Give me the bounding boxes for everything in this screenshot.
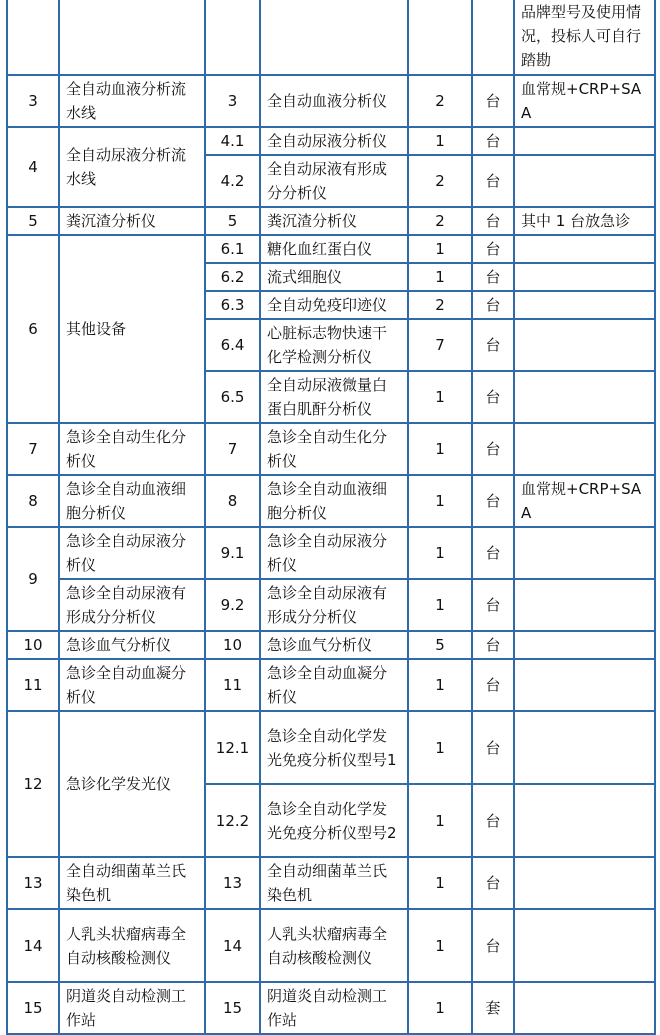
quantity: 1 [408, 475, 472, 527]
unit: 套 [472, 982, 514, 1034]
item-name: 急诊全自动尿液分析仪 [260, 527, 408, 579]
sub-number: 8 [205, 475, 260, 527]
system-name: 急诊全自动尿液有形成分分析仪 [59, 579, 205, 631]
item-name: 急诊全自动化学发光免疫分析仪型号1 [260, 711, 408, 784]
item-name: 阴道炎自动检测工作站 [260, 982, 408, 1034]
note [514, 711, 655, 784]
system-name: 全自动血液分析流水线 [59, 75, 205, 127]
table-row [7, 207, 655, 235]
cell-empty [59, 0, 205, 75]
table-row [7, 711, 655, 784]
system-name: 急诊全自动尿液分析仪 [59, 527, 205, 579]
note [514, 371, 655, 423]
table-row [7, 579, 655, 631]
note [514, 982, 655, 1034]
sub-number: 10 [205, 631, 260, 659]
row-number: 9 [7, 527, 59, 631]
note [514, 909, 655, 982]
system-name: 全自动细菌革兰氏染色机 [59, 857, 205, 909]
item-name: 急诊全自动化学发光免疫分析仪型号2 [260, 784, 408, 857]
quantity: 1 [408, 909, 472, 982]
cell-empty [205, 0, 260, 75]
unit: 台 [472, 75, 514, 127]
sub-number: 9.1 [205, 527, 260, 579]
quantity: 2 [408, 75, 472, 127]
item-name: 人乳头状瘤病毒全自动核酸检测仪 [260, 909, 408, 982]
row-number: 13 [7, 857, 59, 909]
item-name: 急诊全自动尿液有形成分分析仪 [260, 579, 408, 631]
item-name: 全自动细菌革兰氏染色机 [260, 857, 408, 909]
unit: 台 [472, 659, 514, 711]
sub-number: 13 [205, 857, 260, 909]
unit: 台 [472, 319, 514, 371]
quantity: 1 [408, 857, 472, 909]
item-name: 心脏标志物快速干化学检测分析仪 [260, 319, 408, 371]
quantity: 1 [408, 127, 472, 155]
table-row [7, 127, 655, 155]
unit: 台 [472, 857, 514, 909]
quantity: 1 [408, 659, 472, 711]
unit: 台 [472, 579, 514, 631]
note: 血常规+CRP+SAA [514, 475, 655, 527]
sub-number: 3 [205, 75, 260, 127]
quantity: 1 [408, 263, 472, 291]
unit: 台 [472, 291, 514, 319]
item-name: 急诊血气分析仪 [260, 631, 408, 659]
sub-number: 6.4 [205, 319, 260, 371]
quantity: 1 [408, 527, 472, 579]
sub-number: 7 [205, 423, 260, 475]
unit: 台 [472, 631, 514, 659]
sub-number: 6.5 [205, 371, 260, 423]
unit: 台 [472, 207, 514, 235]
unit: 台 [472, 127, 514, 155]
note [514, 631, 655, 659]
table-row [7, 75, 655, 127]
unit: 台 [472, 155, 514, 207]
equipment-table [6, 0, 656, 1035]
note [514, 155, 655, 207]
unit: 台 [472, 784, 514, 857]
quantity: 1 [408, 371, 472, 423]
sub-number: 9.2 [205, 579, 260, 631]
item-name: 急诊全自动血凝分析仪 [260, 659, 408, 711]
system-name: 粪沉渣分析仪 [59, 207, 205, 235]
row-number: 12 [7, 711, 59, 857]
sub-number: 6.1 [205, 235, 260, 263]
table-row [7, 659, 655, 711]
row-number: 4 [7, 127, 59, 207]
system-name: 全自动尿液分析流水线 [59, 127, 205, 207]
note: 其中 1 台放急诊 [514, 207, 655, 235]
quantity: 1 [408, 784, 472, 857]
unit: 台 [472, 475, 514, 527]
unit: 台 [472, 909, 514, 982]
note [514, 527, 655, 579]
row-number: 14 [7, 909, 59, 982]
item-name: 急诊全自动生化分析仪 [260, 423, 408, 475]
cell-empty [408, 0, 472, 75]
table-row [7, 857, 655, 909]
system-name: 其他设备 [59, 235, 205, 423]
sub-number: 6.3 [205, 291, 260, 319]
system-name: 急诊血气分析仪 [59, 631, 205, 659]
table-row [7, 631, 655, 659]
quantity: 1 [408, 982, 472, 1034]
item-name: 全自动血液分析仪 [260, 75, 408, 127]
note [514, 291, 655, 319]
note [514, 579, 655, 631]
unit: 台 [472, 235, 514, 263]
note [514, 127, 655, 155]
item-name: 流式细胞仪 [260, 263, 408, 291]
quantity: 2 [408, 207, 472, 235]
unit: 台 [472, 263, 514, 291]
table-row [7, 235, 655, 263]
row-number: 5 [7, 207, 59, 235]
row-number: 3 [7, 75, 59, 127]
item-name: 急诊全自动血液细胞分析仪 [260, 475, 408, 527]
row-number: 15 [7, 982, 59, 1034]
note-cell: 品牌型号及使用情况，投标人可自行踏勘 [514, 0, 655, 75]
quantity: 1 [408, 423, 472, 475]
unit: 台 [472, 371, 514, 423]
table-row [7, 527, 655, 579]
row-number: 8 [7, 475, 59, 527]
quantity: 2 [408, 155, 472, 207]
sub-number: 12.1 [205, 711, 260, 784]
sub-number: 12.2 [205, 784, 260, 857]
quantity: 5 [408, 631, 472, 659]
table-row [7, 982, 655, 1034]
sub-number: 5 [205, 207, 260, 235]
quantity: 2 [408, 291, 472, 319]
sub-number: 4.2 [205, 155, 260, 207]
item-name: 全自动免疫印迹仪 [260, 291, 408, 319]
unit: 台 [472, 711, 514, 784]
table-row [7, 909, 655, 982]
quantity: 1 [408, 235, 472, 263]
unit: 台 [472, 423, 514, 475]
item-name: 全自动尿液微量白蛋白肌酐分析仪 [260, 371, 408, 423]
quantity: 1 [408, 579, 472, 631]
system-name: 阴道炎自动检测工作站 [59, 982, 205, 1034]
sub-number: 15 [205, 982, 260, 1034]
cell-empty [7, 0, 59, 75]
system-name: 急诊化学发光仪 [59, 711, 205, 857]
cell-empty [472, 0, 514, 75]
quantity: 1 [408, 711, 472, 784]
system-name: 急诊全自动血液细胞分析仪 [59, 475, 205, 527]
system-name: 急诊全自动血凝分析仪 [59, 659, 205, 711]
quantity: 7 [408, 319, 472, 371]
item-name: 全自动尿液分析仪 [260, 127, 408, 155]
item-name: 糖化血红蛋白仪 [260, 235, 408, 263]
sub-number: 6.2 [205, 263, 260, 291]
table-row [7, 475, 655, 527]
row-number: 11 [7, 659, 59, 711]
system-name: 急诊全自动生化分析仪 [59, 423, 205, 475]
note [514, 423, 655, 475]
unit: 台 [472, 527, 514, 579]
note [514, 263, 655, 291]
sub-number: 14 [205, 909, 260, 982]
system-name: 人乳头状瘤病毒全自动核酸检测仪 [59, 909, 205, 982]
cell-empty [260, 0, 408, 75]
sub-number: 4.1 [205, 127, 260, 155]
row-number: 10 [7, 631, 59, 659]
row-number: 7 [7, 423, 59, 475]
note: 血常规+CRP+SAA [514, 75, 655, 127]
sub-number: 11 [205, 659, 260, 711]
item-name: 全自动尿液有形成分分析仪 [260, 155, 408, 207]
row-number: 6 [7, 235, 59, 423]
note [514, 857, 655, 909]
table-row [7, 423, 655, 475]
note [514, 235, 655, 263]
note [514, 319, 655, 371]
note [514, 784, 655, 857]
item-name: 粪沉渣分析仪 [260, 207, 408, 235]
note [514, 659, 655, 711]
table-row-header-carry [7, 0, 655, 75]
